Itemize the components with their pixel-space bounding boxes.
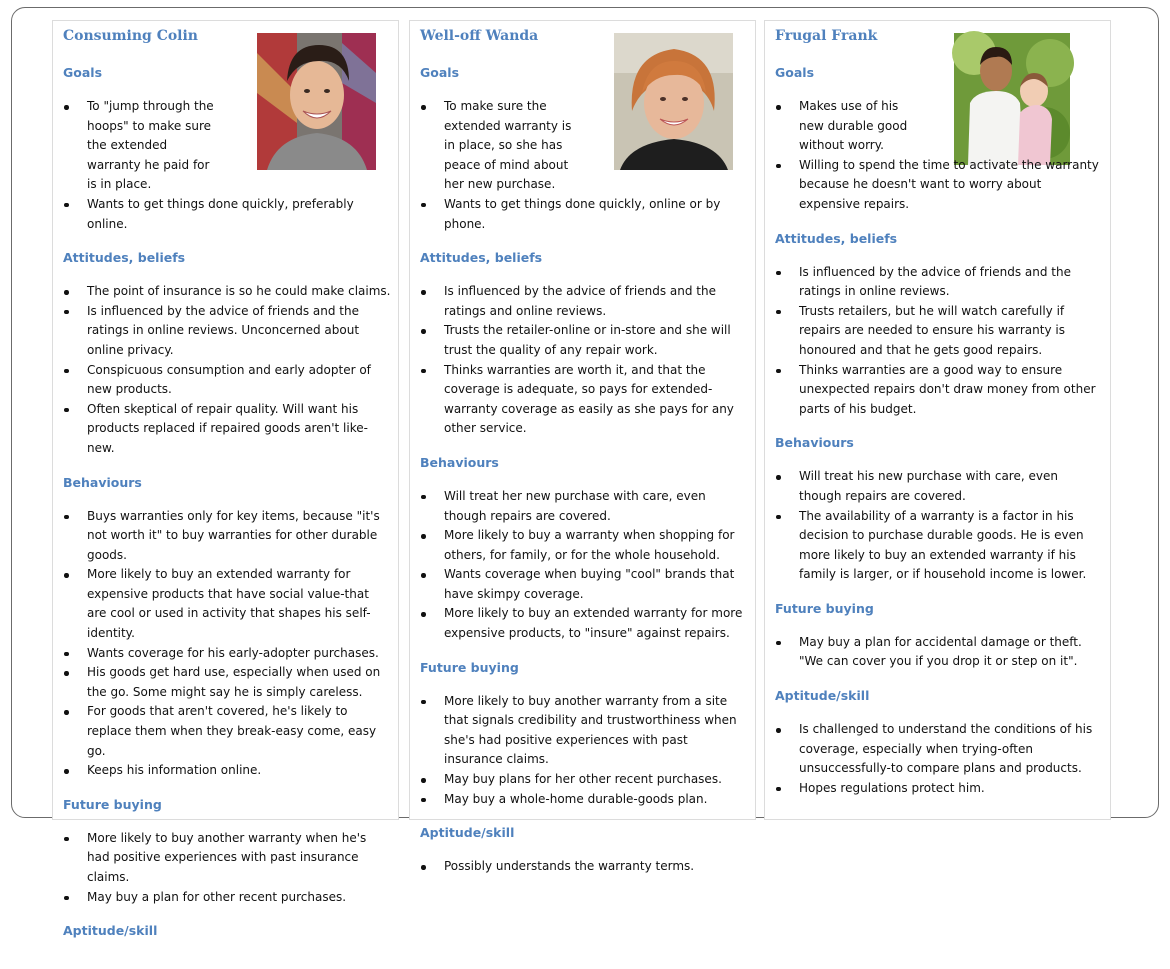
list-item: Is influenced by the advice of friends and the ratings and online reviews. [420,282,749,321]
section-behaviours [63,473,392,781]
list-item: Often skeptical of repair quality. Will want his products replaced if repaired goods aren't like-new. [63,400,392,459]
list-item: Wants to get things done quickly, online or by phone. [420,195,749,234]
section-heading: Goals [63,65,103,80]
list-item: Thinks warranties are a good way to ensure unexpected repairs don't draw money from other parts of his budget. [775,361,1104,420]
bullet-list [420,97,749,234]
persona-sheet [11,7,1159,939]
section-heading: Future buying [420,659,519,675]
bullet-list [63,97,392,234]
bullet-list [775,720,1104,798]
list-item: May buy a plan for other recent purchases. [63,888,392,908]
list-item: More likely to buy another warranty when he's had positive experiences with past insurance claims. [63,829,392,888]
bullet-list [775,633,1104,672]
list-item: More likely to buy an extended warranty for more expensive products, to "insure" against repairs. [420,604,749,643]
list-item: Trusts retailers, but he will watch carefully if repairs are needed to ensure his warranty is honoured and that he gets good repairs. [775,302,1104,361]
list-item: Buys warranties only for key items, because "it's not worth it" to buy warranties for other durable goods. [63,507,392,566]
persona-name: Well-off Wanda [420,28,539,44]
list-item: Trusts the retailer-online or in-store and she will trust the quality of any repair work. [420,321,749,360]
list-item: Is influenced by the advice of friends and the ratings in online reviews. [775,263,1104,302]
list-item: Conspicuous consumption and early adopter of new products. [63,361,392,400]
list-item: More likely to buy another warranty from a site that signals credibility and trustworthiness when she's had positive experiences with past insurance claims. [420,692,749,770]
section-heading: Attitudes, beliefs [420,250,543,266]
list-item: To "jump through the hoops" to make sure the extended warranty he paid for is in place. [63,97,392,195]
bullet-list [63,829,392,907]
section-heading: Aptitude/skill [420,825,515,841]
bullet-list [63,507,392,781]
persona-name: Consuming Colin [63,28,198,44]
bullet-list [775,467,1104,585]
persona-body [63,63,392,969]
persona-card-wanda [409,20,756,874]
section-attitudes [63,248,392,458]
persona-body [420,63,749,891]
list-item: Will treat her new purchase with care, even though repairs are covered. [420,487,749,526]
list-item: Is influenced by the advice of friends and the ratings in online reviews. Unconcerned about online privacy. [63,302,392,361]
list-item: Thinks warranties are worth it, and that the coverage is adequate, so pays for extended-warranty coverage as easily as she pays for any other service. [420,361,749,439]
list-item: Wants coverage for his early-adopter purchases. [63,644,392,664]
section-aptitude [775,686,1104,798]
list-item: Wants coverage when buying "cool" brands that have skimpy coverage. [420,565,749,604]
persona-body [775,63,1104,812]
list-item: His goods get hard use, especially when used on the go. Some might say he is simply careless. [63,663,392,702]
section-heading: Attitudes, beliefs [775,230,898,246]
bullet-list [420,487,749,644]
list-item: Keeps his information online. [63,761,392,781]
section-behaviours [420,453,749,644]
section-heading: Behaviours [775,435,854,451]
list-item: More likely to buy an extended warranty for expensive products that have social value-that are cool or used in activity that shapes his self-identity. [63,565,392,643]
section-aptitude [63,921,392,955]
bullet-list [775,97,1104,215]
section-aptitude [420,823,749,877]
section-future-buying [420,658,749,810]
list-item: For goods that aren't covered, he's likely to replace them when they break-easy come, easy go. [63,702,392,761]
bullet-list [420,282,749,439]
section-heading: Future buying [775,600,874,616]
section-goals [63,63,392,234]
section-future-buying [63,795,392,907]
section-heading: Future buying [63,796,162,812]
list-item: Is challenged to understand the conditions of his coverage, especially when trying-often unsuccessfully-to compare plans and products. [775,720,1104,779]
section-attitudes [775,229,1104,420]
section-future-buying [775,599,1104,672]
section-heading: Attitudes, beliefs [63,250,186,266]
section-goals [775,63,1104,215]
section-heading: Aptitude/skill [775,688,870,704]
list-item: Possibly understands the warranty terms. [420,857,749,877]
section-heading: Goals [775,65,815,80]
persona-card-frank [764,20,1111,820]
section-heading: Goals [420,65,460,80]
list-item: The point of insurance is so he could make claims. [63,282,392,302]
list-item: Wants to get things done quickly, preferably online. [63,195,392,234]
section-attitudes [420,248,749,439]
bullet-list [420,692,749,810]
list-item: May buy a plan for accidental damage or theft. "We can cover you if you drop it or step on it". [775,633,1104,672]
list-item: Willing to spend the time to activate the warranty because he doesn't want to worry about expensive repairs. [775,156,1104,215]
list-item: Hopes regulations protect him. [775,779,1104,799]
bullet-list [775,263,1104,420]
persona-card-colin [52,20,399,939]
list-item: Will treat his new purchase with care, even though repairs are covered. [775,467,1104,506]
list-item: To make sure the extended warranty is in place, so she has peace of mind about her new purchase. [420,97,749,195]
bullet-list [420,857,749,877]
list-item: May buy a whole-home durable-goods plan. [420,790,749,810]
bullet-list [63,282,392,458]
persona-name: Frugal Frank [775,28,878,44]
list-item: Makes use of his new durable good without worry. [775,97,1104,156]
list-item: The availability of a warranty is a factor in his decision to purchase durable goods. He is even more likely to buy an extended warranty if his family is larger, or if household income is lower. [775,507,1104,585]
list-item: May buy plans for her other recent purchases. [420,770,749,790]
section-heading: Behaviours [420,454,499,470]
section-heading: Behaviours [63,474,142,490]
section-behaviours [775,433,1104,585]
section-goals [420,63,749,234]
section-heading: Aptitude/skill [63,923,158,939]
list-item: More likely to buy a warranty when shopping for others, for family, or for the whole household. [420,526,749,565]
